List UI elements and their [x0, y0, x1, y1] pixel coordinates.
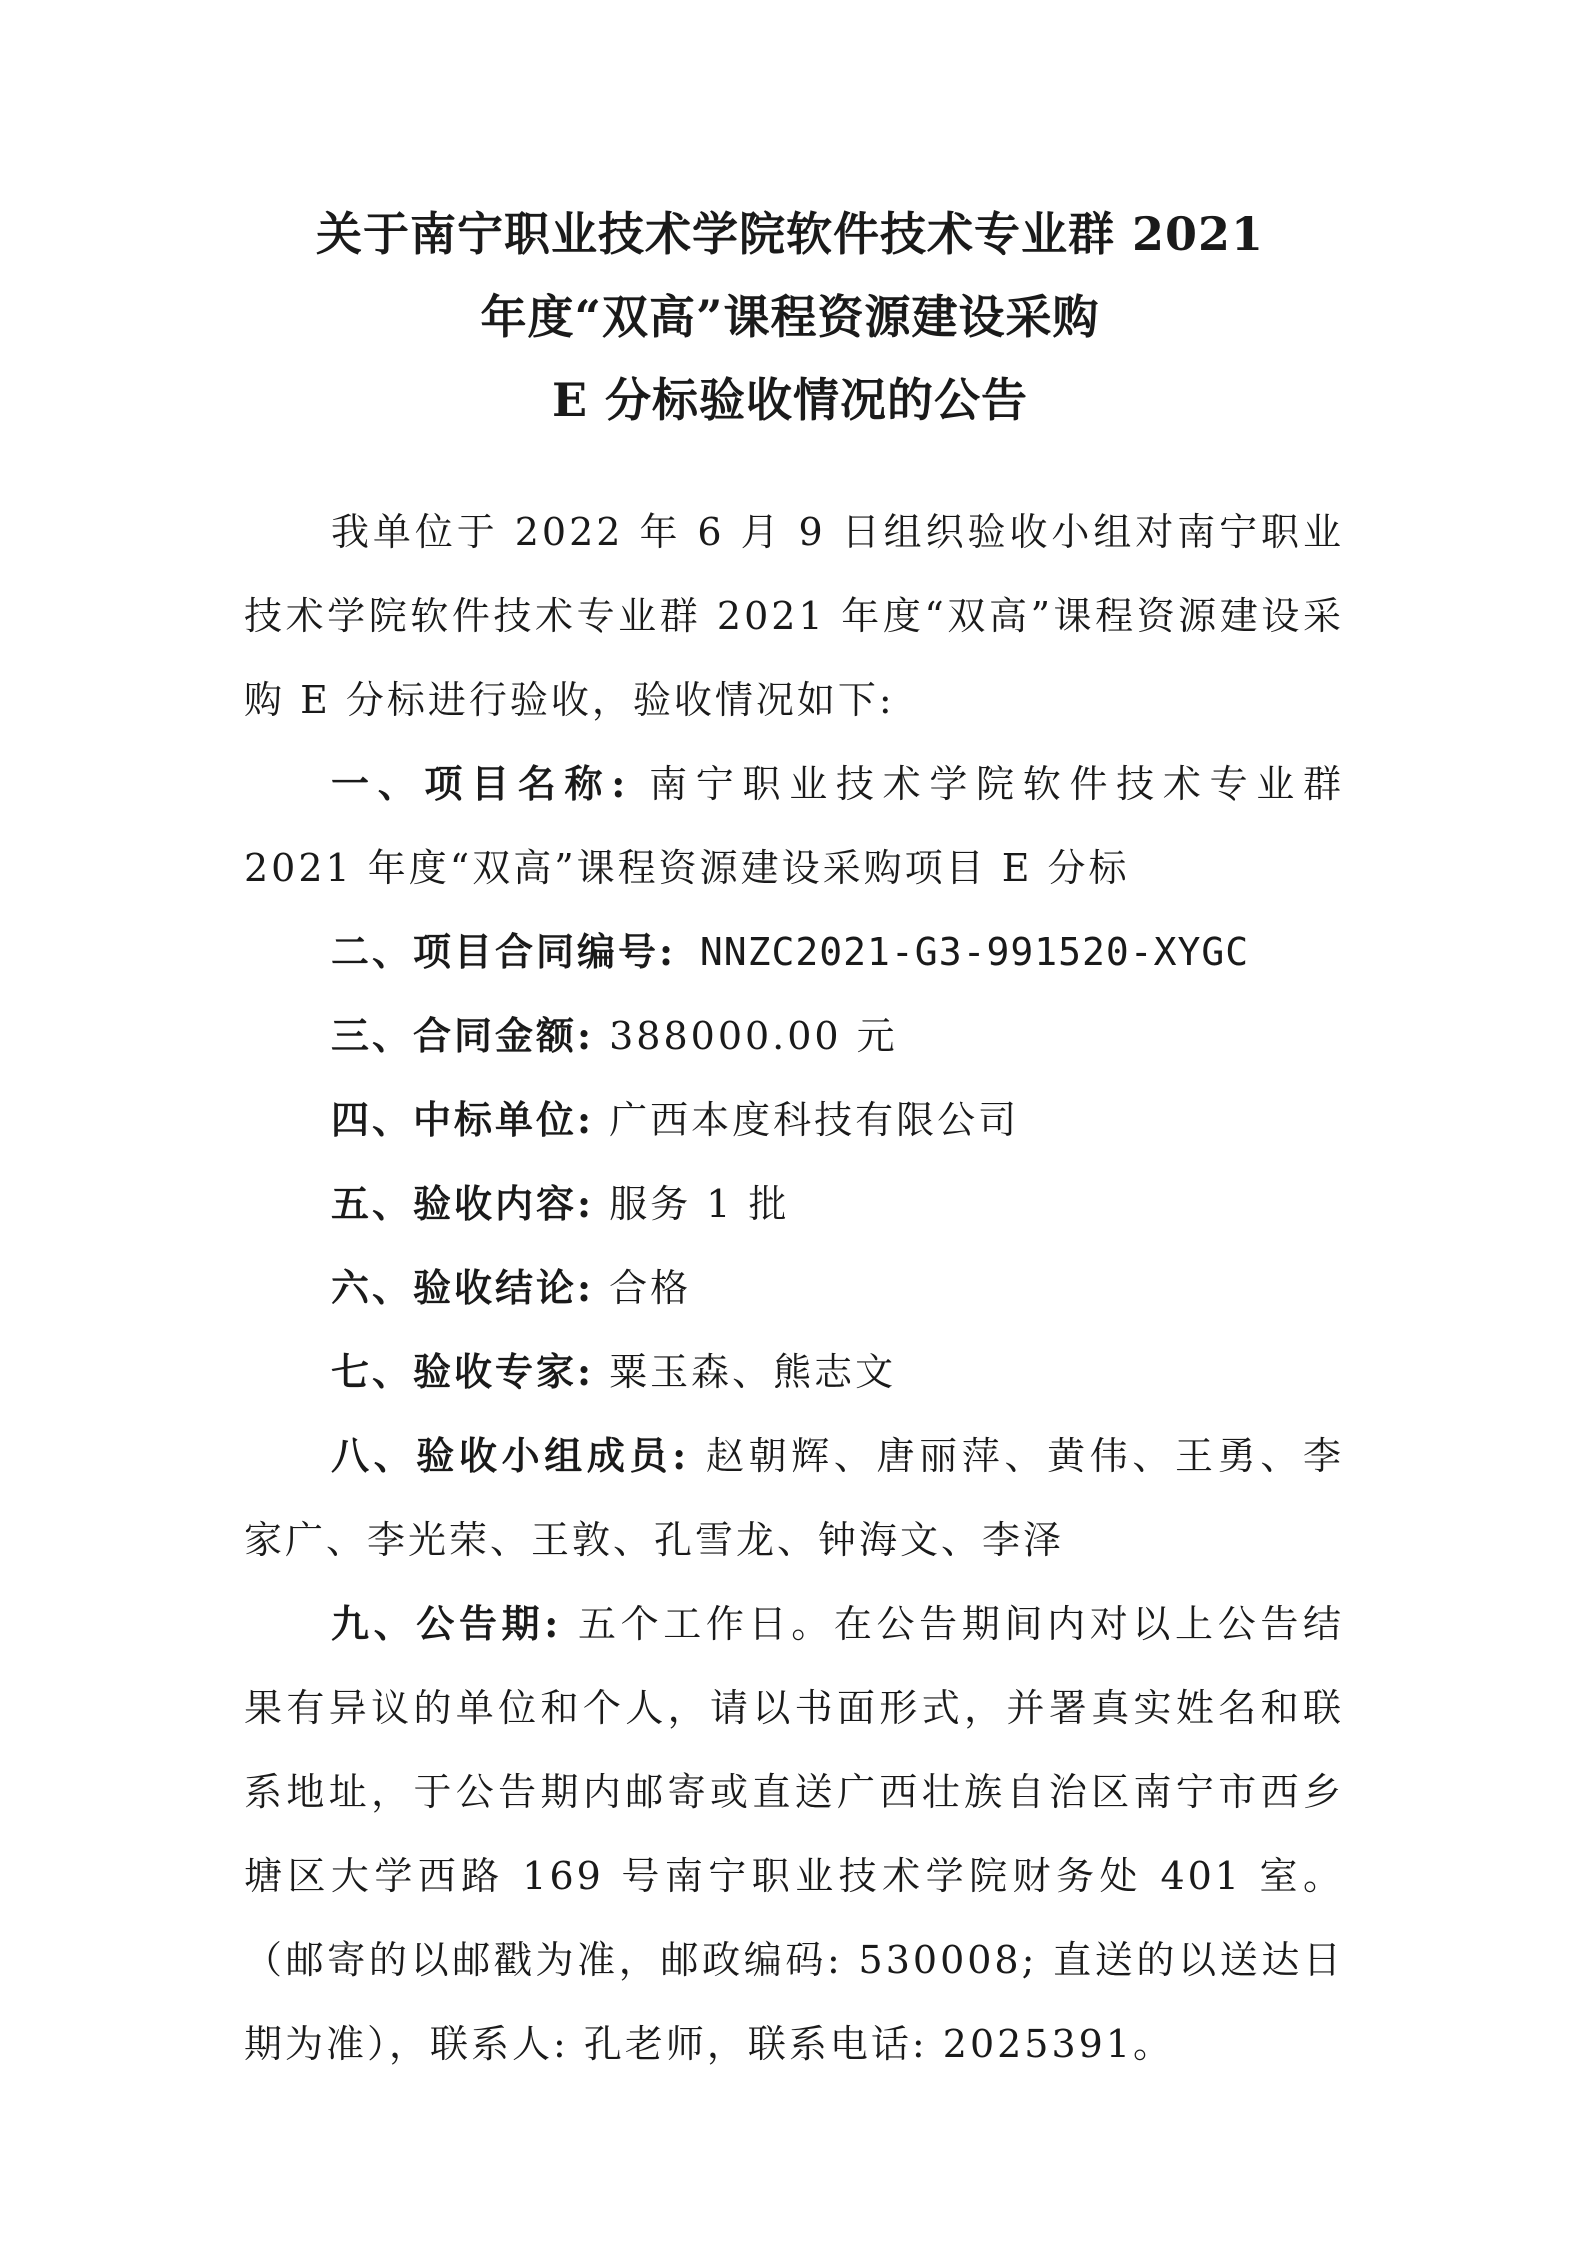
item-value: 服务 1 批 — [594, 1182, 790, 1226]
item-acceptance-members — [244, 1414, 1344, 1582]
item-label: 三、合同金额: — [331, 1013, 595, 1058]
item-acceptance-conclusion — [244, 1246, 1344, 1330]
intro-paragraph — [244, 490, 1344, 742]
item-label: 四、中标单位: — [331, 1097, 595, 1142]
item-acceptance-experts — [244, 1330, 1344, 1414]
item-label: 六、验收结论: — [331, 1265, 595, 1310]
item-label: 二、项目合同编号: — [331, 929, 677, 974]
title-line-1: 关于南宁职业技术学院软件技术专业群 2021 — [315, 207, 1265, 261]
item-winning-unit — [244, 1078, 1344, 1162]
item-value: 广西本度科技有限公司 — [594, 1098, 1020, 1142]
item-label: 八、验收小组成员: — [331, 1433, 690, 1478]
item-value: NNZC2021-G3-991520-XYGC — [676, 930, 1250, 974]
item-announcement-period — [244, 1582, 1344, 2086]
item-value: 赵朝辉、唐丽萍、黄伟、王勇、李家广、李光荣、王敦、孔雪龙、钟海文、李泽 — [244, 1434, 1344, 1562]
title-line-2: 年度“双高”课程资源建设采购 — [480, 290, 1100, 344]
item-label: 一、项目名称: — [331, 761, 629, 806]
item-value: 388000.00 元 — [594, 1014, 898, 1058]
title-line-3: E 分标验收情况的公告 — [551, 373, 1029, 427]
item-value: 合格 — [594, 1266, 692, 1310]
item-acceptance-content — [244, 1162, 1344, 1246]
item-label: 九、公告期: — [331, 1601, 562, 1646]
item-contract-number — [244, 910, 1344, 994]
item-value: 南宁职业技术学院软件技术专业群 2021 年度“双高”课程资源建设采购项目 E 分标 — [244, 762, 1344, 890]
item-value: 五个工作日。在公告期间内对以上公告结果有异议的单位和个人，请以书面形式，并署真实姓名和联系地址，于公告期内邮寄或直送广西壮族自治区南宁市西乡塘区大学西路 169 号南宁职业技术学院财务处 401 室。（邮寄的以邮戳为准，邮政编码: 530008; 直送的以送达日期为准），联系人: 孔老师，联系电话: 2025391。 — [244, 1602, 1344, 2066]
item-label: 五、验收内容: — [331, 1181, 595, 1226]
item-project-name — [244, 742, 1344, 910]
intro-text: 我单位于 2022 年 6 月 9 日组织验收小组对南宁职业技术学院软件技术专业群 2021 年度“双高”课程资源建设采购 E 分标进行验收，验收情况如下: — [244, 510, 1344, 722]
item-value: 粟玉森、熊志文 — [594, 1350, 897, 1394]
item-contract-amount — [244, 994, 1344, 1078]
item-label: 七、验收专家: — [331, 1349, 595, 1394]
